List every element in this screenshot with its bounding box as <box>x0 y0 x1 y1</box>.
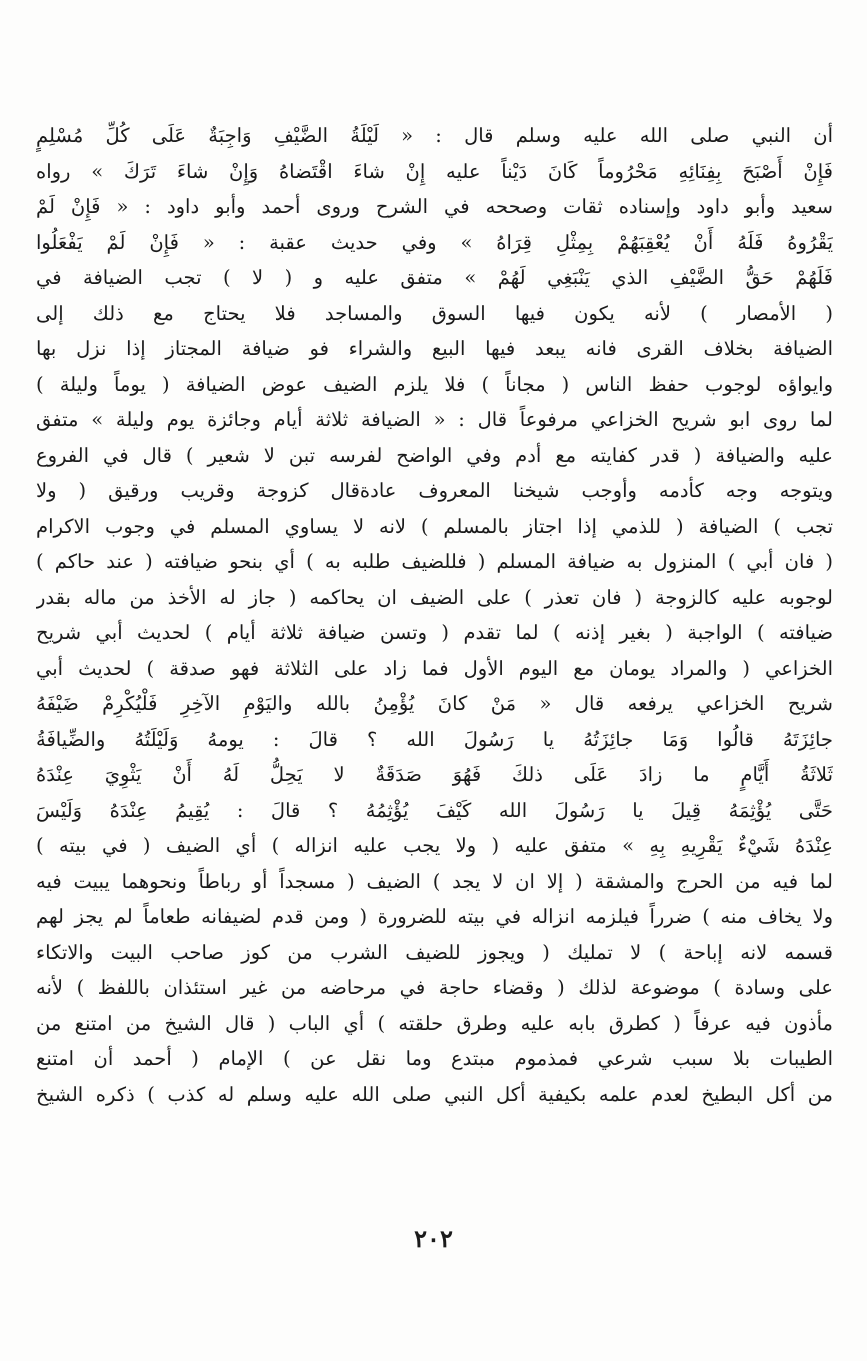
text-line: ( فان أبي ) المنزول به ضيافة المسلم ( فللضيف طلبه به ) أي بنحو ضيافته ( عند حاكم ) <box>36 550 833 573</box>
text-line: الطيبات بلا سبب شرعي فمذموم مبتدع وما نقل عن ) الإمام ( أحمد أن امتنع <box>36 1047 833 1070</box>
text-line: أن النبي صلى الله عليه وسلم قال : « لَيْلَةُ الضَّيْفِ وَاجِبَةٌ عَلَى كُلِّ مُسْلِمٍ <box>36 124 833 147</box>
text-line: قسمه لانه إباحة ) لا تمليك ( ويجوز للضيف الشرب من كوز صاحب البيت والاتكاء <box>36 940 833 964</box>
text-line: مأذون فيه عرفاً ( كطرق بابه عليه وطرق حلقته ) أي الباب ( قال الشيخ من امتنع من <box>36 1011 833 1035</box>
text-line: وايواؤه لوجوب حفظ الناس ( مجاناً ) فلا يلزم الضيف عوض الضيافة ( يوماً وليلة ) <box>36 372 833 396</box>
text-line: ثَلاثَةُ أَيَّامٍ ما زادَ عَلَى ذلكَ فَهُوَ صَدَقَةٌ لا يَحِلُّ لَهُ أَنْ يَثْوِيَ عِنْدَهُ <box>36 763 833 786</box>
text-line: من أكل البطيخ لعدم علمه بكيفية أكل النبي صلى الله عليه وسلم له كذب ) ذكره الشيخ <box>36 1082 833 1106</box>
text-line: لما فيه من الحرج والمشقة ( إلا ان لا يجد ) الضيف ( مسجداً أو رباطاً ونحوهما يبيت فيه <box>36 869 833 893</box>
text-line: فَلَهُمْ حَقُّ الضَّيْفِ الذي يَنْبَغِي لَهُمْ » متفق عليه و ( لا ) تجب الضيافة في <box>36 266 833 289</box>
page-number: ٢٠٢ <box>414 1224 453 1253</box>
text-line: عِنْدَهُ شَيْءٌ يَقْرِيهِ بِهِ » متفق عليه ( ولا يجب عليه انزاله ) أي الضيف ( في بيته ) <box>36 834 833 857</box>
text-line: يَقْرُوهُ فَلَهُ أَنْ يُعْقِبَهُمْ بِمِثْلِ قِرَاهُ » وفي حديث عقبة : « فَإِنْ لَمْ يَفْعَلُوا <box>36 230 833 254</box>
text-line: ضيافته ) الواجبة ( بغير إذنه ) لما تقدم ( وتسن ضيافة ثلاثة أيام ) لحديث أبي شريح <box>36 621 833 644</box>
text-line: حَتَّى يُؤْثِمَهُ قِيلَ يا رَسُولَ الله كَيْفَ يُؤْثِمُهُ ؟ قالَ : يُقِيمُ عِنْدَهُ وَلَيْسَ <box>36 798 833 822</box>
text-line: ولا يخاف منه ) ضرراً فيلزمه انزاله في بيته للضرورة ( ومن قدم لضيفانه طعاماً لم يجز لهم <box>36 905 833 928</box>
text-line: لما روى ابو شريح الخزاعي مرفوعاً قال : « الضيافة ثلاثة أيام وجائزة يوم وليلة » متفق <box>36 408 833 431</box>
text-line: ( الأمصار ) لأنه يكون فيها السوق والمساجد فلا يحتاج مع ذلك إلى <box>36 301 833 325</box>
text-line: الخزاعي ( والمراد يومان مع اليوم الأول فما زاد على الثلاثة فهو صدقة ) لحديث أبي <box>36 656 833 680</box>
body-text <box>36 118 833 1112</box>
text-line: على وسادة ) موضوعة لذلك ( وقضاء حاجة في مرحاضه من غير استئذان باللفظ ) لأنه <box>36 976 833 999</box>
text-line: عليه والضيافة ( قدر كفايته مع أدم وفي الواضح لفرسه تبن لا شعير ) قال في الفروع <box>36 443 833 467</box>
text-line: لوجوبه عليه كالزوجة ( فان تعذر ) على الضيف ان يحاكمه ( جاز له الأخذ من ماله بقدر <box>36 585 833 609</box>
text-line: تجب ) الضيافة ( للذمي إذا اجتاز بالمسلم ) لانه لا يساوي المسلم في وجوب الاكرام <box>36 514 833 538</box>
text-line: جائِزَتَهُ قالُوا وَمَا جائِزَتُهُ يا رَسُولَ الله ؟ قالَ : يومهُ وَلَيْلَتُهُ والضِّيافَةُ <box>36 727 833 751</box>
text-line: ويتوجه وجه كأدمه وأوجب شيخنا المعروف عادةقال كزوجة وقريب ورقيق ( ولا <box>36 479 833 502</box>
text-line: الضيافة بخلاف القرى فانه يبعد فيها البيع والشراء فو ضيافة المجتاز إذا نزل بها <box>36 337 833 360</box>
text-line: فَإِنْ أَصْبَحَ بِفِنَائِهِ مَحْرُوماً كَانَ دَيْناً عليه إِنْ شاءَ اقْتَضاهُ وَإِنْ شاءَ تَرَكَ » رواه <box>36 159 833 183</box>
text-line: شريح الخزاعي يرفعه قال « مَنْ كانَ يُؤْمِنُ بالله واليَوْمِ الآخِرِ فَلْيُكْرِمْ ضَيْفَهُ <box>36 692 833 715</box>
text-line: سعيد وأبو داود وإسناده ثقات وصححه في الشرح وروى أحمد وأبو داود : « فَإِنْ لَمْ <box>36 195 833 218</box>
